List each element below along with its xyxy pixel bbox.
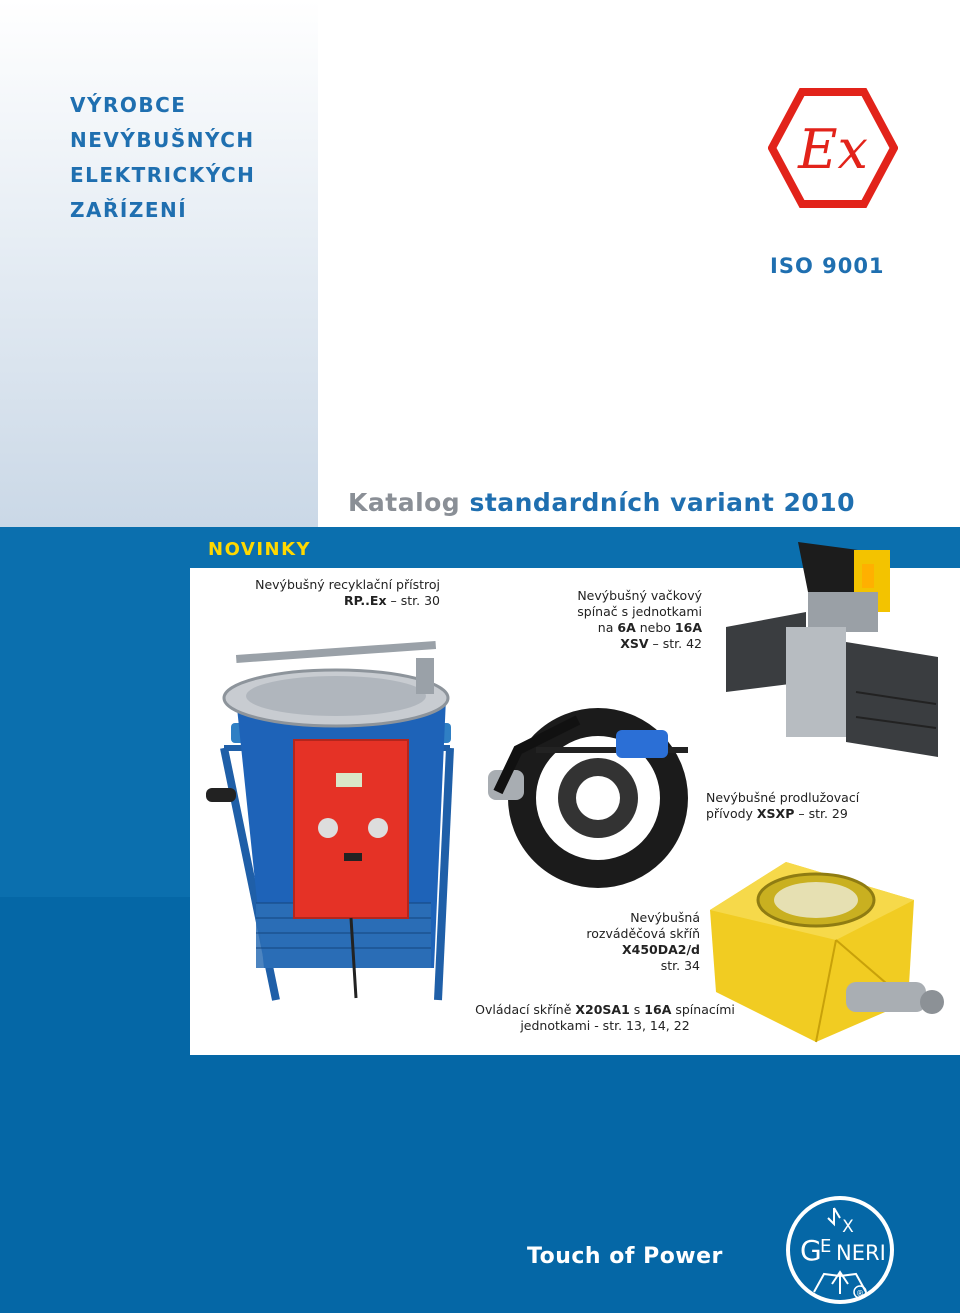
caption-line: Nevýbušná bbox=[630, 910, 700, 925]
product-code: X450DA2/d bbox=[622, 942, 700, 957]
left-gradient-panel bbox=[0, 0, 318, 540]
svg-text:G: G bbox=[800, 1234, 822, 1267]
catalog-title bbox=[348, 488, 855, 517]
caption-line bbox=[560, 942, 700, 958]
product-caption-extension bbox=[706, 790, 876, 822]
caption-line: rozváděčová skříň bbox=[586, 926, 700, 941]
caption-line: jednotkami - str. 13, 14, 22 bbox=[520, 1018, 690, 1033]
cam-switch-image bbox=[716, 532, 942, 772]
headline-line: ELEKTRICKÝCH bbox=[70, 163, 256, 187]
product-code: X20SA1 bbox=[575, 1002, 630, 1017]
caption-line: Ovládací skříně X20SA1 s 16A spínacími bbox=[475, 1002, 735, 1017]
caption-line: str. 34 bbox=[660, 958, 700, 973]
caption-line bbox=[236, 593, 440, 609]
product-code: RP..Ex bbox=[343, 593, 387, 608]
svg-text:E: E bbox=[820, 1236, 832, 1257]
svg-text:Ex: Ex bbox=[798, 118, 868, 181]
caption-line bbox=[560, 636, 702, 652]
cable-reel-image bbox=[478, 690, 702, 888]
headline-line: NEVÝBUŠNÝCH bbox=[70, 128, 255, 152]
caption-line: Nevýbušný recyklační přístroj bbox=[255, 577, 440, 592]
caption-line: Nevýbušné prodlužovací bbox=[706, 790, 860, 805]
svg-text:®: ® bbox=[856, 1289, 864, 1298]
recycler-image bbox=[206, 638, 468, 1004]
section-label: NOVINKY bbox=[208, 539, 312, 560]
ex-logo bbox=[768, 88, 898, 208]
generi-logo bbox=[784, 1194, 896, 1306]
headline bbox=[70, 88, 255, 228]
iso-certification: ISO 9001 bbox=[770, 254, 885, 278]
caption-line: spínač s jednotkami bbox=[577, 604, 702, 619]
product-caption-cam-switch bbox=[560, 588, 702, 652]
product-caption-recycler bbox=[236, 577, 440, 609]
product-caption-enclosure bbox=[560, 910, 700, 974]
svg-text:NERI: NERI bbox=[836, 1241, 886, 1265]
svg-text:X: X bbox=[842, 1217, 854, 1237]
caption-line: přívody XSXP – str. 29 bbox=[706, 806, 848, 821]
catalog-title-accent: standardních variant 2010 bbox=[469, 488, 856, 517]
headline-line: VÝROBCE bbox=[70, 93, 187, 117]
catalog-title-prefix: Katalog bbox=[348, 488, 461, 517]
product-page: – str. 30 bbox=[390, 593, 440, 608]
product-code: XSV bbox=[620, 636, 649, 651]
caption-line: na 6A nebo 16A bbox=[597, 620, 702, 635]
slogan: Touch of Power bbox=[527, 1244, 723, 1269]
product-page: – str. 29 bbox=[798, 806, 848, 821]
headline-line: ZAŘÍZENÍ bbox=[70, 198, 188, 222]
product-page: – str. 42 bbox=[652, 636, 702, 651]
yellow-enclosure-image bbox=[696, 852, 946, 1048]
caption-line: Nevýbušný vačkový bbox=[577, 588, 702, 603]
product-code: XSXP bbox=[756, 806, 795, 821]
